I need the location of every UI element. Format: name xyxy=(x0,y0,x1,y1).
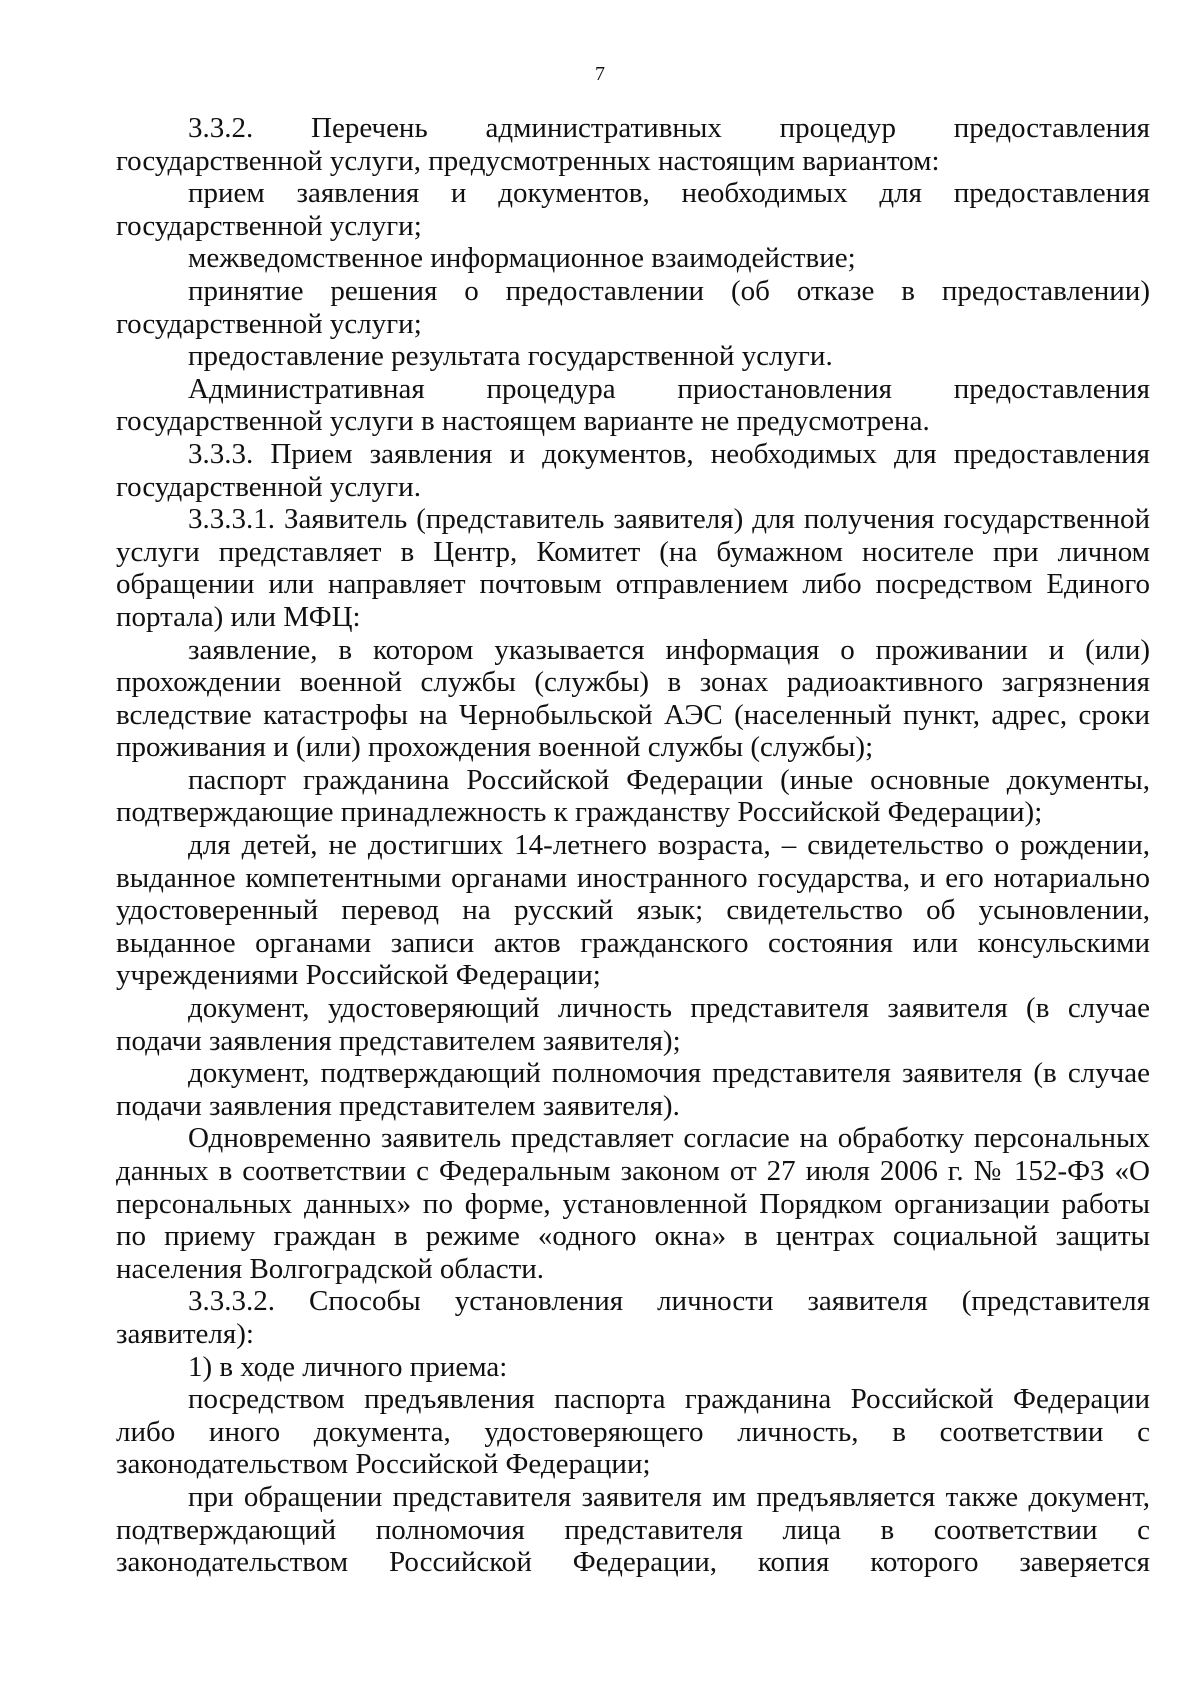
paragraph-3-3-3-1: 3.3.3.1. Заявитель (представитель заявителя) для получения государственной услуги представляет в Центр, Комитет (на бумажном носителе при личном обращении или направляет почтовым отправлением либо посредством Единого портала) или МФЦ: xyxy=(116,503,1150,633)
paragraph-3-3-3-heading: 3.3.3. Прием заявления и документов, необходимых для предоставления государственной услуги. xyxy=(116,437,1150,503)
list-item-interagency-interaction: межведомственное информационное взаимодействие; xyxy=(188,242,856,275)
list-item-receipt-of-application: прием заявления и документов, необходимых для предоставления государственной услуги; xyxy=(116,177,1150,242)
page-number: 7 xyxy=(595,63,605,85)
paragraph-3-3-2-heading: 3.3.2. Перечень административных процедур предоставления государственной услуги, предусмотренных настоящим вариантом: xyxy=(116,112,1150,177)
paragraph-representative-presentation: при обращении представителя заявителя им предъявляется также документ, подтверждающий полномочия представителя лица в соответствии с законодательством Российской Федерации, копия которого заверяется xyxy=(116,1480,1150,1579)
paragraph-personal-data-consent: Одновременно заявитель представляет согласие на обработку персональных данных в соответствии с Федеральным законом от 27 июля 2006 г. № 152-ФЗ «О персональных данных» по форме, установленной Порядком организации работы по приему граждан в режиме «одного окна» в центрах социальной защиты населения Волгоградской области. xyxy=(116,1122,1150,1285)
paragraph-3-3-3-2: 3.3.3.2. Способы установления личности заявителя (представителя заявителя): xyxy=(116,1285,1150,1350)
list-item-personal-reception: 1) в ходе личного приема: xyxy=(188,1350,508,1383)
paragraph-suspension-note: Административная процедура приостановления предоставления государственной услуги в настоящем варианте не предусмотрена. xyxy=(116,372,1150,438)
paragraph-passport-presentation: посредством предъявления паспорта гражданина Российской Федерации либо иного документа, удостоверяющего личность, в соответствии с законодательством Российской Федерации; xyxy=(116,1383,1150,1481)
list-item-application-statement: заявление, в котором указывается информация о проживании и (или) прохождении военной службы (службы) в зонах радиоактивного загрязнения вследствие катастрофы на Чернобыльской АЭС (населенный пункт, адрес, сроки проживания и (или) прохождения военной службы (службы); xyxy=(116,633,1150,764)
list-item-decision-making: принятие решения о предоставлении (об отказе в предоставлении) государственной услуги; xyxy=(116,274,1150,340)
document-body xyxy=(116,112,1150,1579)
list-item-children-documents: для детей, не достигших 14-летнего возраста, – свидетельство о рождении, выданное компетентными органами иностранного государства, и его нотариально удостоверенный перевод на русский язык; свидетельство об усыновлении, выданное органами записи актов гражданского состояния или консульскими учреждениями Российской Федерации; xyxy=(116,829,1150,992)
list-item-passport: паспорт гражданина Российской Федерации (иные основные документы, подтверждающие принадлежность к гражданству Российской Федерации); xyxy=(116,763,1150,829)
list-item-representative-authority: документ, подтверждающий полномочия представителя заявителя (в случае подачи заявления представителем заявителя). xyxy=(116,1057,1150,1122)
list-item-representative-identity: документ, удостоверяющий личность представителя заявителя (в случае подачи заявления представителем заявителя); xyxy=(116,992,1150,1057)
list-item-result-provision: предоставление результата государственной услуги. xyxy=(188,340,833,373)
